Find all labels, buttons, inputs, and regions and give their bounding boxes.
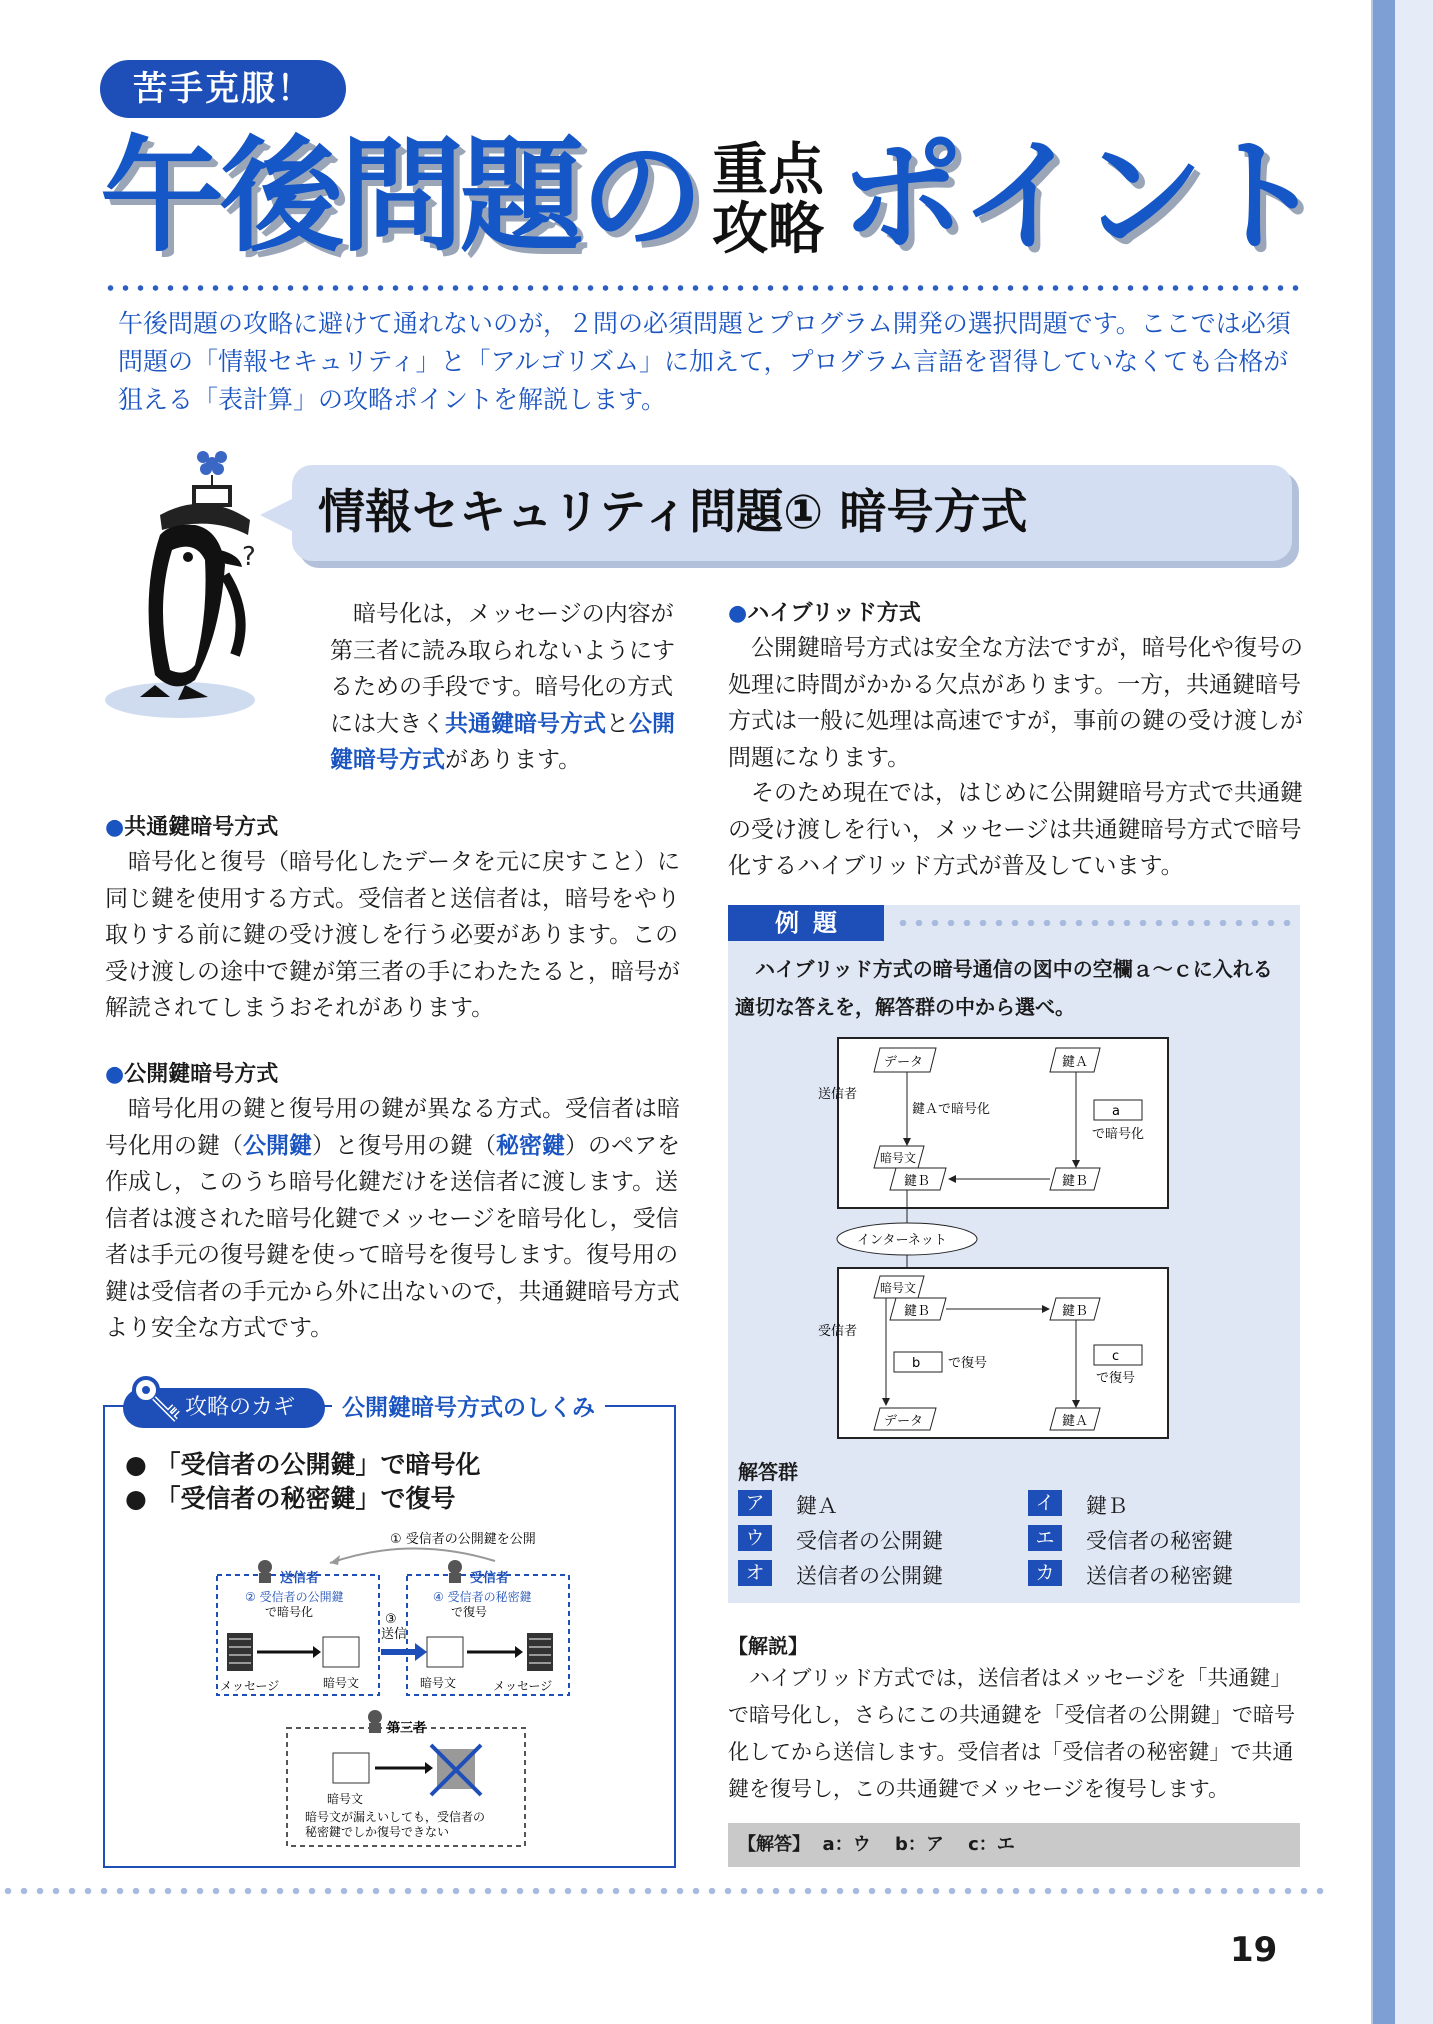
hybrid-diagram	[800, 1030, 1190, 1445]
penguin-illustration	[100, 445, 300, 725]
svg-text:?: ?	[242, 542, 256, 572]
svg-text:秘密鍵でしか復号できない: 秘密鍵でしか復号できない	[305, 1825, 450, 1839]
header-divider	[103, 285, 1303, 291]
svg-text:暗号文: 暗号文	[880, 1281, 917, 1295]
fig-receiver: 受信者	[470, 1571, 510, 1586]
example-tag: 例題	[728, 905, 884, 941]
hybrid-paragraph-1: 公開鍵暗号方式は安全な方法ですが，暗号化や復号の処理に時間がかかる欠点があります。一方，共通鍵暗号方式は一般に処理は高速ですが，事前の鍵の受け渡しが問題になります。	[728, 635, 1303, 771]
option-mark-i: イ	[1028, 1490, 1062, 1516]
svg-text:a: a	[1112, 1104, 1120, 1119]
svg-text:受信者: 受信者	[818, 1324, 858, 1339]
svg-text:インターネット: インターネット	[857, 1233, 947, 1248]
option-text-u: 受信者の公開鍵	[796, 1529, 943, 1553]
hybrid-paragraph-2: そのため現在では，はじめに公開鍵暗号方式で共通鍵の受け渡しを行い，メッセージは共通鍵暗号方式で暗号化するハイブリッド方式が普及しています。	[728, 780, 1303, 879]
keypoint-label: 攻略のカギ	[123, 1388, 325, 1428]
page-number: 19	[1230, 1930, 1278, 1970]
option-mark-ka: カ	[1028, 1560, 1062, 1586]
title-small-1: 重点	[712, 138, 824, 203]
svg-text:④ 受信者の秘密鍵: ④ 受信者の秘密鍵	[433, 1590, 532, 1604]
page-edge-bar	[1371, 0, 1433, 2024]
option-mark-o: オ	[738, 1560, 772, 1586]
option-text-ka: 送信者の秘密鍵	[1086, 1564, 1233, 1588]
svg-text:メッセージ: メッセージ	[220, 1679, 280, 1693]
svg-text:送信: 送信	[381, 1627, 408, 1642]
heading-public-key: ●公開鍵暗号方式	[105, 1062, 279, 1087]
heading-symmetric: ●共通鍵暗号方式	[105, 815, 279, 840]
example-question: ハイブリッド方式の暗号通信の図中の空欄ａ～ｃに入れる適切な答えを，解答群の中から選べ。	[735, 957, 1273, 1019]
option-text-e: 受信者の秘密鍵	[1086, 1529, 1233, 1553]
title-left: 午後問題の	[100, 125, 701, 269]
svg-text:c: c	[1112, 1349, 1120, 1364]
fig-third-party: 第三者	[387, 1721, 427, 1736]
example-dots	[895, 920, 1295, 926]
svg-text:で復号: で復号	[451, 1605, 488, 1619]
svg-text:b: b	[912, 1356, 921, 1371]
explanation-text: ハイブリッド方式では，送信者はメッセージを「共通鍵」で暗号化し，さらにこの共通鍵を「受信者の公開鍵」で暗号化してから送信します。受信者は「受信者の秘密鍵」で共通鍵を復号し，この共通鍵でメッセージを復号します。	[728, 1666, 1295, 1801]
svg-text:鍵Ａで暗号化: 鍵Ａで暗号化	[912, 1102, 991, 1117]
svg-text:鍵Ｂ: 鍵Ｂ	[1062, 1174, 1089, 1189]
svg-text:② 受信者の公開鍵: ② 受信者の公開鍵	[245, 1590, 344, 1604]
svg-text:で復号: で復号	[948, 1356, 988, 1371]
svg-text:鍵Ａ: 鍵Ａ	[1062, 1055, 1089, 1070]
svg-text:鍵Ｂ: 鍵Ｂ	[904, 1174, 931, 1189]
option-text-a: 鍵Ａ	[796, 1494, 838, 1518]
title-right: ポイント	[840, 125, 1321, 269]
option-text-o: 送信者の公開鍵	[796, 1564, 943, 1588]
svg-text:③: ③	[385, 1612, 397, 1627]
intro-text: 午後問題の攻略に避けて通れないのが，２問の必須問題とプログラム開発の選択問題です。ここでは必須問題の「情報セキュリティ」と「アルゴリズム」に加えて，プログラム言語を習得していなくても合格が狙える「表計算」の攻略ポイントを解説します。	[118, 309, 1291, 414]
svg-text:で暗号化: で暗号化	[265, 1605, 314, 1619]
key-icon	[128, 1372, 184, 1428]
keypoint-bullet-2: ● 「受信者の秘密鍵」で復号	[125, 1484, 456, 1513]
answers-title: 解答群	[738, 1460, 798, 1484]
svg-text:送信者: 送信者	[818, 1087, 858, 1102]
option-mark-e: エ	[1028, 1525, 1062, 1551]
fig-step1: ① 受信者の公開鍵を公開	[390, 1532, 536, 1547]
footer-divider	[0, 1888, 1330, 1894]
svg-text:暗号文: 暗号文	[323, 1676, 360, 1690]
svg-text:鍵Ａ: 鍵Ａ	[1062, 1414, 1089, 1429]
explanation-heading: 【解説】	[728, 1634, 808, 1658]
svg-text:鍵Ｂ: 鍵Ｂ	[904, 1304, 931, 1319]
public-key-diagram	[215, 1525, 575, 1850]
section-title: 情報セキュリティ問題① 暗号方式	[318, 485, 1028, 540]
svg-text:で暗号化: で暗号化	[1092, 1127, 1145, 1142]
symmetric-paragraph: 暗号化と復号（暗号化したデータを元に戻すこと）に同じ鍵を使用する方式。受信者と送信者は，暗号をやり取りする前に鍵の受け渡しを行う必要があります。この受け渡しの途中で鍵が第三者の手にわたたると，暗号が解読されてしまうおそれがあります。	[105, 849, 680, 1021]
fig-sender: 送信者	[280, 1571, 320, 1586]
svg-text:暗号文: 暗号文	[327, 1792, 364, 1806]
answer-bar: 【解答】 a：ウ b：ア c：エ	[728, 1823, 1300, 1867]
svg-text:で復号: で復号	[1096, 1371, 1136, 1386]
title-small-2: 攻略	[712, 197, 824, 262]
heading-hybrid: ●ハイブリッド方式	[728, 601, 921, 626]
keypoint-bullet-1: ● 「受信者の公開鍵」で暗号化	[125, 1450, 481, 1479]
option-text-i: 鍵Ｂ	[1086, 1494, 1128, 1518]
svg-text:データ: データ	[884, 1055, 924, 1070]
public-key-paragraph: 暗号化用の鍵と復号用の鍵が異なる方式。受信者は暗号化用の鍵（公開鍵）と復号用の鍵（秘密鍵）のペアを作成し，このうち暗号化鍵だけを送信者に渡します。送信者は渡された暗号化鍵でメッセージを暗号化し，受信者は手元の復号鍵を使って暗号を復号します。復号用の鍵は受信者の手元から外に出ないので，共通鍵暗号方式より安全な方式です。	[105, 1096, 680, 1341]
svg-text:メッセージ: メッセージ	[493, 1679, 553, 1693]
svg-text:鍵Ｂ: 鍵Ｂ	[1062, 1304, 1089, 1319]
option-mark-a: ア	[738, 1490, 772, 1516]
header-badge: 苦手克服！	[100, 60, 346, 118]
svg-text:暗号文: 暗号文	[880, 1151, 917, 1165]
speech-pointer-icon	[258, 495, 298, 535]
svg-text:データ: データ	[884, 1414, 924, 1429]
lead-paragraph: 暗号化は，メッセージの内容が第三者に読み取られないようにするための手段です。暗号化の方式には大きく共通鍵暗号方式と公開鍵暗号方式があります。	[330, 601, 675, 773]
keypoint-title: 公開鍵暗号方式のしくみ	[332, 1388, 605, 1428]
option-mark-u: ウ	[738, 1525, 772, 1551]
svg-text:暗号文が漏えいしても，受信者の: 暗号文が漏えいしても，受信者の	[305, 1810, 486, 1824]
svg-text:暗号文: 暗号文	[420, 1676, 457, 1690]
